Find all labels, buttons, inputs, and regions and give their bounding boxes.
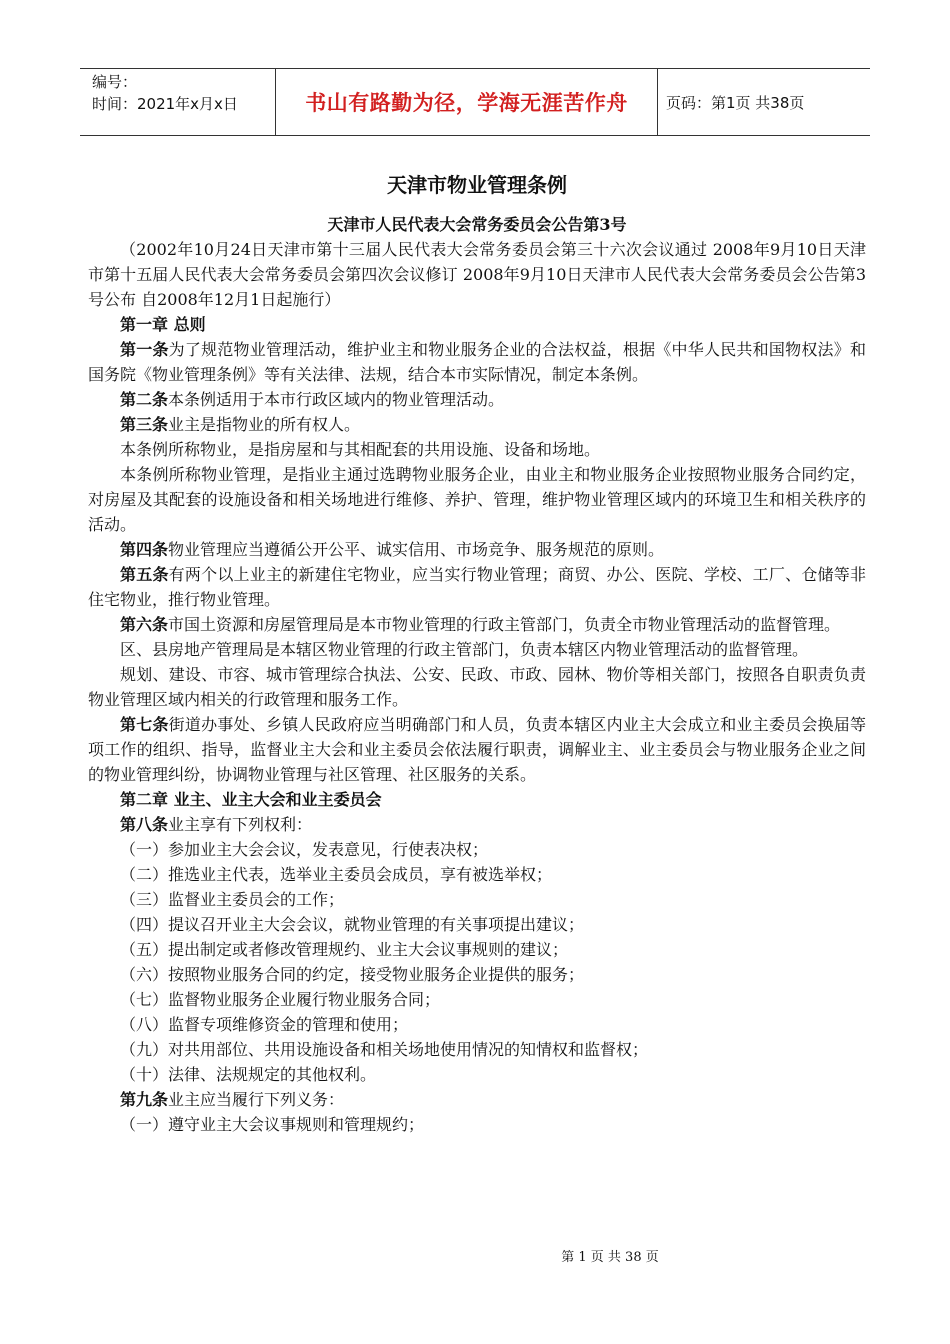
article-label: 第六条 [120,615,169,634]
list-item: （九）对共用部位、共用设施设备和相关场地使用情况的知情权和监督权； [120,1040,649,1059]
article-text: 本条例适用于本市行政区域内的物业管理活动。 [168,390,505,409]
article-label: 第七条 [120,715,169,734]
article-3 [88,412,866,437]
paragraph-property-definition: 本条例所称物业，是指房屋和与其相配套的共用设施、设备和场地。 [120,440,601,459]
article-label: 第八条 [120,815,169,834]
article-label: 第九条 [120,1090,169,1109]
article-label: 第二条 [120,390,169,409]
article-7 [88,712,866,787]
page-header [80,68,870,136]
list-item: （四）提议召开业主大会会议，就物业管理的有关事项提出建议； [120,915,585,934]
article-text: 物业管理应当遵循公开公平、诚实信用、市场竞争、服务规范的原则。 [168,540,665,559]
article-label: 第五条 [120,565,169,584]
paragraph-planning: 规划、建设、市容、城市管理综合执法、公安、民政、市政、园林、物价等相关部门，按照各自职责负责物业管理区域内相关的行政管理和服务工作。 [88,665,866,709]
article-8 [88,812,866,837]
paragraph-district: 区、县房地产管理局是本辖区物业管理的行政主管部门，负责本辖区内物业管理活动的监督管理。 [120,640,809,659]
list-item: （八）监督专项维修资金的管理和使用； [120,1015,409,1034]
list-item: （三）监督业主委员会的工作； [120,890,345,909]
article-1 [88,337,866,387]
paragraph-management-definition: 本条例所称物业管理，是指业主通过选聘物业服务企业，由业主和物业服务企业按照物业服务合同约定，对房屋及其配套的设施设备和相关场地进行维修、养护、管理，维护物业管理区域内的环境卫生和相关秩序的活动。 [88,465,866,534]
list-item: （五）提出制定或者修改管理规约、业主大会议事规则的建议； [120,940,569,959]
list-item: （七）监督物业服务企业履行物业服务合同； [120,990,441,1009]
enactment-note: （2002年10月24日天津市第十三届人民代表大会常务委员会第三十六次会议通过 2008年9月10日天津市第十五届人民代表大会常务委员会第四次会议修订 2008年9月10日天津市人民代表大会常务委员会公告第3号公布 自2008年12月1日起施行） [88,240,866,309]
page-info: 页码：第1页 共38页 [666,93,805,112]
article-label: 第三条 [120,415,169,434]
page-footer [0,1246,950,1265]
article-text: 业主享有下列权利： [168,815,313,834]
article-2 [88,387,866,412]
header-meta [80,69,276,135]
article-6 [88,612,866,637]
list-item: （一）参加业主大会会议，发表意见，行使表决权； [120,840,489,859]
chapter-heading-2: 第二章 业主、业主大会和业主委员会 [120,790,382,809]
list-item: （二）推选业主代表，选举业主委员会成员，享有被选举权； [120,865,553,884]
article-text: 业主应当履行下列义务： [168,1090,345,1109]
article-4 [88,537,866,562]
chapter-heading-1: 第一章 总则 [120,315,206,334]
article-5 [88,562,866,612]
number-label: 编号： [92,73,138,91]
document-subtitle: 天津市人民代表大会常务委员会公告第3号 [327,215,627,234]
article-label: 第四条 [120,540,169,559]
time-label: 时间：2021年x月x日 [92,95,238,113]
document-title: 天津市物业管理条例 [387,173,567,197]
list-item: （十）法律、法规规定的其他权利。 [120,1065,377,1084]
list-item: （六）按照物业服务合同的约定，接受物业服务企业提供的服务； [120,965,585,984]
article-text: 业主是指物业的所有权人。 [168,415,361,434]
motto: 书山有路勤为径，学海无涯苦作舟 [276,69,658,135]
article-text: 市国土资源和房屋管理局是本市物业管理的行政主管部门，负责全市物业管理活动的监督管理。 [168,615,841,634]
article-9 [88,1087,866,1112]
list-item: （一）遵守业主大会议事规则和管理规约； [120,1115,425,1134]
article-text: 街道办事处、乡镇人民政府应当明确部门和人员，负责本辖区内业主大会成立和业主委员会换届等项工作的组织、指导，监督业主大会和业主委员会依法履行职责，调解业主、业主委员会与物业服务企业之间的物业管理纠纷，协调物业管理与社区管理、社区服务的关系。 [88,715,866,784]
article-label: 第一条 [120,340,169,359]
document-body [88,170,866,1137]
article-text: 为了规范物业管理活动，维护业主和物业服务企业的合法权益，根据《中华人民共和国物权法》和国务院《物业管理条例》等有关法律、法规，结合本市实际情况，制定本条例。 [88,340,866,384]
article-text: 有两个以上业主的新建住宅物业，应当实行物业管理；商贸、办公、医院、学校、工厂、仓储等非住宅物业，推行物业管理。 [88,565,866,609]
footer-page-number: 第 1 页 共 38 页 [561,1250,659,1265]
